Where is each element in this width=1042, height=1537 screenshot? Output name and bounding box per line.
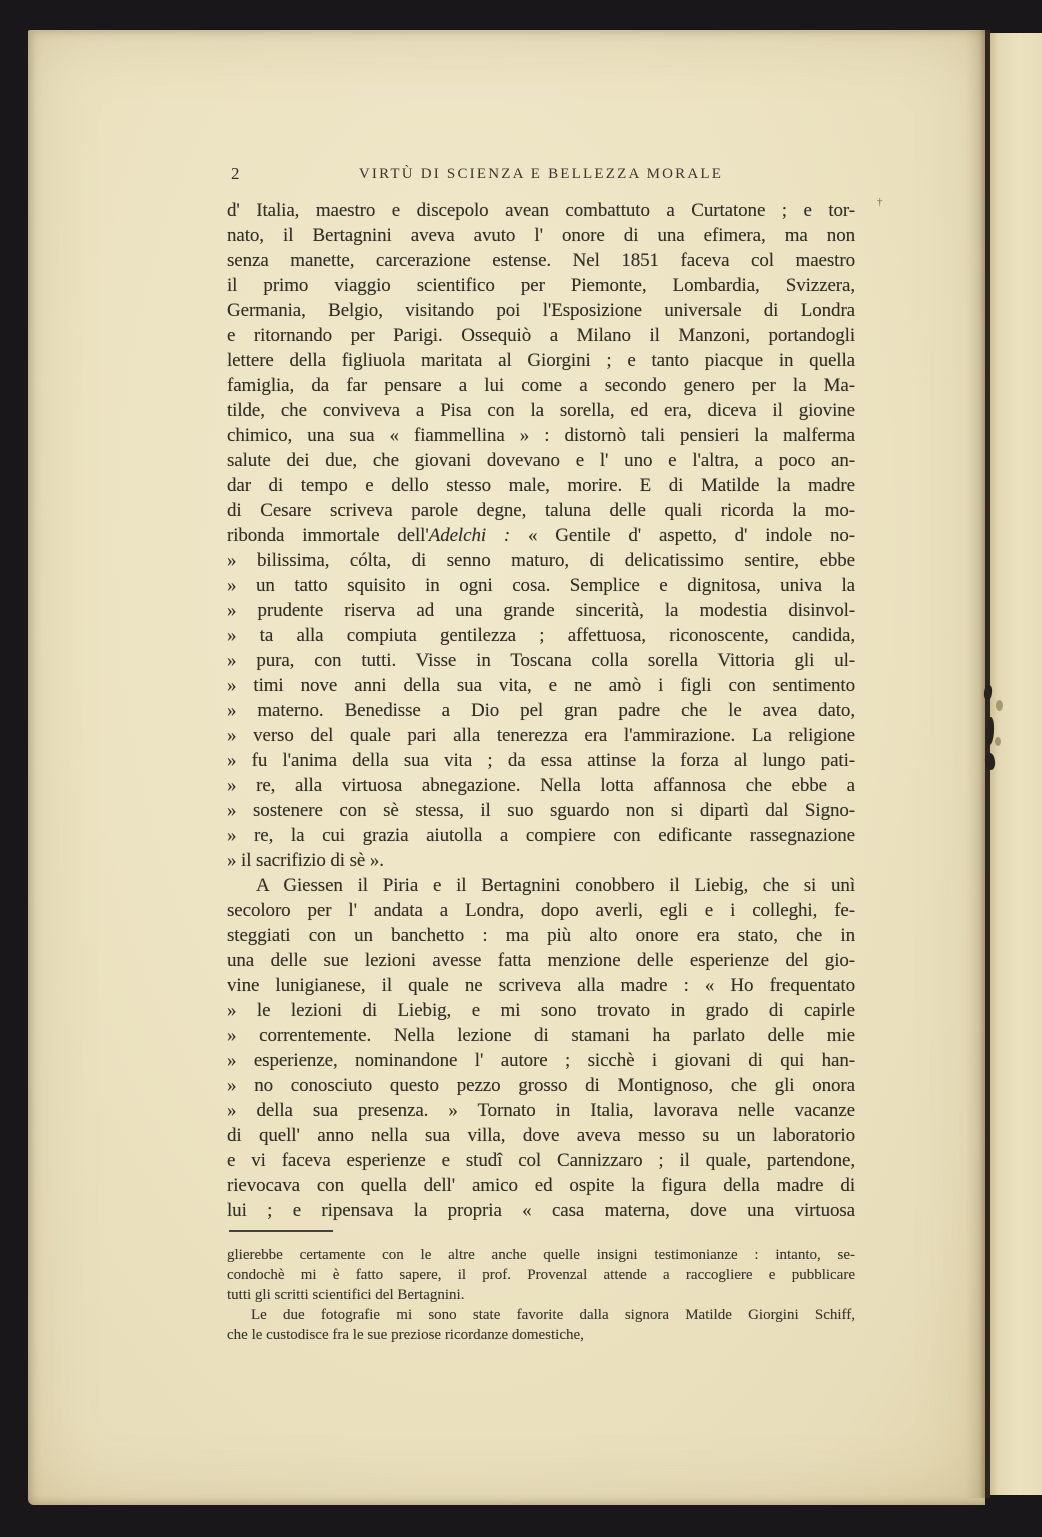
body-text-line: » pura, con tutti. Visse in Toscana colla sorella Vittoria gli ul- — [227, 650, 855, 671]
body-text-line: » timi nove anni della sua vita, e ne amò i figli con sentimento — [227, 675, 855, 696]
body-text-line: » sostenere con sè stessa, il suo sguardo non si dipartì dal Signo- — [227, 800, 855, 821]
body-text-line: e ritornando per Parigi. Ossequiò a Milano il Manzoni, portandogli — [227, 325, 855, 346]
body-text-line: » ta alla compiuta gentilezza ; affettuosa, riconoscente, candida, — [227, 625, 855, 646]
body-text-line: » correntemente. Nella lezione di stamani ha parlato delle mie — [227, 1025, 855, 1046]
body-text-line: » verso del quale pari alla tenerezza era l'ammirazione. La religione — [227, 725, 855, 746]
body-text-line: » della sua presenza. » Tornato in Italia, lavorava nelle vacanze — [227, 1100, 855, 1121]
body-text-line: vine lunigianese, il quale ne scriveva alla madre : « Ho frequentato — [227, 975, 855, 996]
body-text-line: lettere della figliuola maritata al Giorgini ; e tanto piacque in quella — [227, 350, 855, 371]
footnote-text-line: glierebbe certamente con le altre anche quelle insigni testimonianze : intanto, se- — [227, 1247, 855, 1263]
body-text-line: lui ; e ripensava la propria « casa materna, dove una virtuosa — [227, 1200, 855, 1221]
page-number: 2 — [231, 164, 240, 183]
body-text-line: » bilissima, cólta, di senno maturo, di delicatissimo sentire, ebbe — [227, 550, 855, 571]
footnote-text — [227, 1245, 855, 1345]
body-text-line: di quell' anno nella sua villa, dove aveva messo su un laboratorio — [227, 1125, 855, 1146]
ink-speck — [995, 737, 1001, 746]
body-text-line: » prudente riserva ad una grande sincerità, la modestia disinvol- — [227, 600, 855, 621]
running-header: VIRTÙ DI SCIENZA E BELLEZZA MORALE — [358, 166, 724, 182]
body-text-line: » fu l'anima della sua vita ; da essa attinse la forza al lungo pati- — [227, 750, 855, 771]
body-text-line: » esperienze, nominandone l' autore ; sicchè i giovani di qui han- — [227, 1050, 855, 1071]
body-text-line: » il sacrifizio di sè ». — [227, 850, 384, 871]
body-text-line: secoloro per l' andata a Londra, dopo averli, egli e i colleghi, fe- — [227, 900, 855, 921]
footnote-rule — [229, 1230, 333, 1232]
footnote-text-line: tutti gli scritti scientifici del Bertagnini. — [227, 1287, 465, 1303]
body-text-line: salute dei due, che giovani dovevano e l' uno e l'altra, a poco an- — [227, 450, 855, 471]
body-text-line: A Giessen il Piria e il Bertagnini conobbero il Liebig, che si unì — [256, 875, 855, 896]
body-text-line: » re, la cui grazia aiutolla a compiere con edificante rassegnazione — [227, 825, 855, 846]
body-text-line: Germania, Belgio, visitando poi l'Esposizione universale di Londra — [227, 300, 855, 321]
body-text-line: » no conosciuto questo pezzo grosso di Montignoso, che gli onora — [227, 1075, 855, 1096]
footnote-text-line: Le due fotografie mi sono state favorite dalla signora Matilde Giorgini Schiff, — [251, 1307, 855, 1323]
body-text-line: » un tatto squisito in ogni cosa. Semplice e dignitosa, univa la — [227, 575, 855, 596]
body-text-line: chimico, una sua « fiammellina » : distornò tali pensieri la malferma — [227, 425, 855, 446]
body-text-line: e vi faceva esperienze e studî col Cannizzaro ; il quale, partendone, — [227, 1150, 855, 1171]
body-text-line: di Cesare scriveva parole degne, taluna delle quali ricorda la mo- — [227, 500, 855, 521]
body-text-line: una delle sue lezioni avesse fatta menzione delle esperienze del gio- — [227, 950, 855, 971]
body-text-line: nato, il Bertagnini aveva avuto l' onore di una efimera, ma non — [227, 225, 855, 246]
ink-speck — [996, 700, 1003, 711]
page-text-column — [227, 161, 855, 1345]
body-text-line: ribonda immortale dell'Adelchi : « Gentile d' aspetto, d' indole no- — [227, 525, 855, 546]
body-text — [227, 198, 855, 1223]
body-text-line: tilde, che conviveva a Pisa con la sorella, ed era, diceva il giovine — [227, 400, 855, 421]
footnote-text-line: condochè mi è fatto sapere, il prof. Provenzal attende a raccogliere e pubblicare — [227, 1267, 855, 1283]
body-text-line: » materno. Benedisse a Dio pel gran padre che le avea dato, — [227, 700, 855, 721]
body-text-line: famiglia, da far pensare a lui come a secondo genero per la Ma- — [227, 375, 855, 396]
stray-mark: † — [877, 196, 883, 208]
body-text-line: il primo viaggio scientifico per Piemonte, Lombardia, Svizzera, — [227, 275, 855, 296]
page-header — [227, 161, 855, 198]
body-text-line: » le lezioni di Liebig, e mi sono trovato in grado di capirle — [227, 1000, 855, 1021]
body-text-line: steggiati con un banchetto : ma più alto onore era stato, che in — [227, 925, 855, 946]
body-text-line: d' Italia, maestro e discepolo avean combattuto a Curtatone ; e tor- — [227, 200, 855, 221]
body-text-line: » re, alla virtuosa abnegazione. Nella lotta affannosa che ebbe a — [227, 775, 855, 796]
footnote-text-line: che le custodisce fra le sue preziose ricordanze domestiche, — [227, 1327, 584, 1343]
page-paper — [28, 30, 985, 1505]
body-text-line: rievocava con quella dell' amico ed ospite la figura della madre di — [227, 1175, 855, 1196]
next-page-edge — [990, 33, 1042, 1495]
body-text-line: senza manette, carcerazione estense. Nel 1851 faceva col maestro — [227, 250, 855, 271]
body-text-line: dar di tempo e dello stesso male, morire. E di Matilde la madre — [227, 475, 855, 496]
